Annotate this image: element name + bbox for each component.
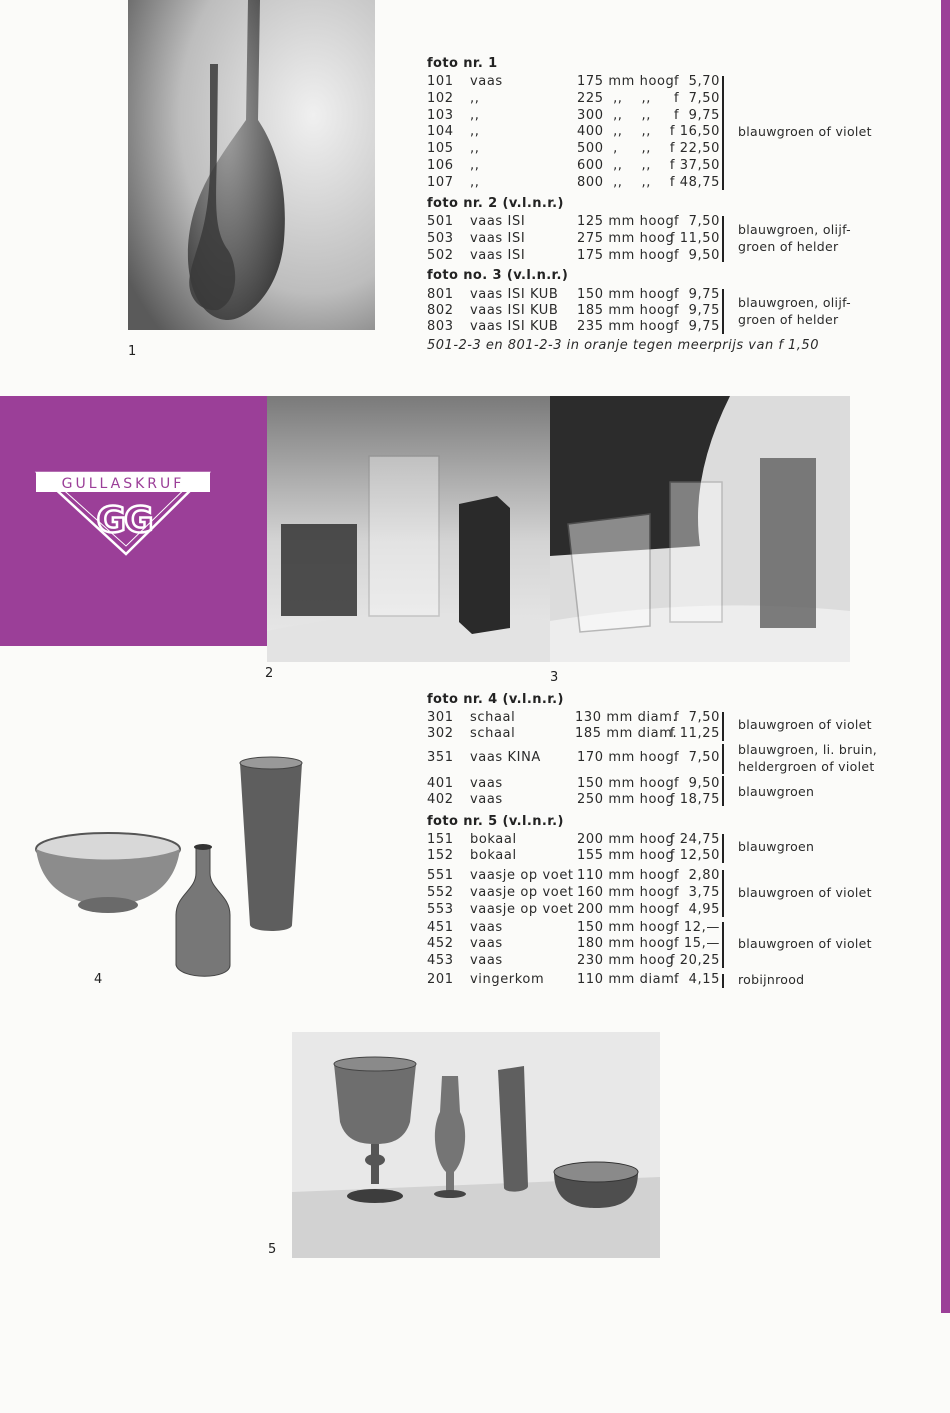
table-cell: f 9,75	[674, 319, 720, 334]
table-cell: 302	[427, 726, 454, 741]
table-cell: f 9,75	[674, 108, 720, 123]
table-cell: 400 ,, ,,	[577, 124, 651, 139]
table-cell: 175 mm hoog	[577, 74, 675, 89]
table-cell: 150 mm hoog	[577, 776, 675, 791]
table-cell: 150 mm hoog	[577, 287, 675, 302]
table-cell: 170 mm hoog	[577, 750, 675, 765]
color-note: blauwgroen, olijf-	[738, 222, 851, 237]
table-cell: vingerkom	[470, 972, 545, 987]
photo-number-3: 3	[550, 670, 559, 685]
table-cell: f 9,75	[674, 287, 720, 302]
table-cell: 130 mm diam.	[575, 710, 678, 725]
foto4-heading: foto nr. 4 (v.l.n.r.)	[427, 692, 564, 707]
table-cell: f 7,50	[674, 750, 720, 765]
table-cell: schaal	[470, 726, 516, 741]
footnote-orange: 501-2-3 en 801-2-3 in oranje tegen meerprijs van f 1,50	[427, 338, 819, 353]
table-cell: f 9,50	[674, 776, 720, 791]
table-cell: ,,	[470, 175, 480, 190]
table-cell: 200 mm hoog	[577, 902, 675, 917]
table-cell: f 9,75	[674, 303, 720, 318]
table-cell: 110 mm diam.	[577, 972, 680, 987]
table-cell: 551	[427, 868, 454, 883]
table-cell: f 4,95	[674, 902, 720, 917]
table-cell: vaas	[470, 953, 503, 968]
bracket-bar	[722, 744, 724, 774]
table-cell: 155 mm hoog	[577, 848, 675, 863]
table-cell: vaas ISI	[470, 231, 526, 246]
table-cell: vaas ISI	[470, 214, 526, 229]
color-note: heldergroen of violet	[738, 759, 875, 774]
table-cell: 225 ,, ,,	[577, 91, 651, 106]
table-cell: 106	[427, 158, 454, 173]
photo-number-1: 1	[128, 344, 137, 359]
table-cell: 105	[427, 141, 454, 156]
table-cell: bokaal	[470, 848, 517, 863]
table-cell: f 24,75	[669, 832, 720, 847]
photo-1-tall-vases	[128, 0, 375, 330]
table-cell: f 12,50	[669, 848, 720, 863]
table-cell: 185 mm hoog	[577, 303, 675, 318]
table-cell: ,,	[470, 124, 480, 139]
table-cell: 600 ,, ,,	[577, 158, 651, 173]
table-cell: 230 mm hoog	[577, 953, 675, 968]
table-cell: 800 ,, ,,	[577, 175, 651, 190]
table-cell: f 2,80	[674, 868, 720, 883]
table-cell: 351	[427, 750, 454, 765]
table-cell: 553	[427, 902, 454, 917]
foto1-heading: foto nr. 1	[427, 56, 498, 71]
color-note: blauwgroen	[738, 839, 815, 854]
color-note: blauwgroen of violet	[738, 936, 872, 951]
table-cell: vaas	[470, 74, 503, 89]
table-cell: f 7,50	[674, 91, 720, 106]
color-note: robijnrood	[738, 972, 805, 987]
table-cell: 102	[427, 91, 454, 106]
table-cell: vaas	[470, 920, 503, 935]
table-cell: 160 mm hoog	[577, 885, 675, 900]
table-cell: f 11,25	[669, 726, 720, 741]
table-cell: vaas ISI KUB	[470, 303, 559, 318]
table-cell: 185 mm diam.	[575, 726, 678, 741]
table-cell: 101	[427, 74, 454, 89]
table-cell: vaasje op voet	[470, 902, 574, 917]
bracket-bar	[722, 76, 724, 190]
table-cell: vaasje op voet	[470, 885, 574, 900]
bracket-bar	[722, 289, 724, 334]
table-cell: vaasje op voet	[470, 868, 574, 883]
table-cell: 107	[427, 175, 454, 190]
bracket-bar	[722, 216, 724, 262]
bracket-bar	[722, 922, 724, 968]
table-cell: ,,	[470, 91, 480, 106]
foto2-heading: foto nr. 2 (v.l.n.r.)	[427, 196, 564, 211]
table-cell: 453	[427, 953, 454, 968]
purple-page-edge	[941, 0, 950, 1313]
table-cell: f 9,50	[674, 248, 720, 263]
table-cell: 801	[427, 287, 454, 302]
table-cell: 250 mm hoog	[577, 792, 675, 807]
bracket-bar	[722, 870, 724, 917]
color-note: groen of helder	[738, 312, 839, 327]
foto5-heading: foto nr. 5 (v.l.n.r.)	[427, 814, 564, 829]
table-cell: 401	[427, 776, 454, 791]
table-cell: 452	[427, 936, 454, 951]
color-note: blauwgroen of violet	[738, 124, 872, 139]
table-cell: f 22,50	[669, 141, 720, 156]
table-cell: 152	[427, 848, 454, 863]
color-note: blauwgroen of violet	[738, 885, 872, 900]
foto3-heading: foto no. 3 (v.l.n.r.)	[427, 268, 569, 283]
table-cell: 104	[427, 124, 454, 139]
table-cell: f 4,15	[674, 972, 720, 987]
table-cell: vaas KINA	[470, 750, 541, 765]
table-cell: f 11,50	[669, 231, 720, 246]
table-cell: 125 mm hoog	[577, 214, 675, 229]
photo-number-4: 4	[94, 972, 103, 987]
table-cell: f 3,75	[674, 885, 720, 900]
table-cell: 552	[427, 885, 454, 900]
brand-monogram: GG	[96, 500, 152, 541]
photo-number-5: 5	[268, 1242, 277, 1257]
color-note: blauwgroen, olijf-	[738, 295, 851, 310]
table-cell: f 20,25	[669, 953, 720, 968]
table-cell: 110 mm hoog	[577, 868, 675, 883]
bracket-bar	[722, 712, 724, 741]
table-cell: 180 mm hoog	[577, 936, 675, 951]
table-cell: 301	[427, 710, 454, 725]
table-cell: f 5,70	[674, 74, 720, 89]
table-cell: 275 mm hoog	[577, 231, 675, 246]
table-cell: 200 mm hoog	[577, 832, 675, 847]
table-cell: f 7,50	[674, 214, 720, 229]
bracket-bar	[722, 776, 724, 806]
table-cell: 150 mm hoog	[577, 920, 675, 935]
table-cell: 235 mm hoog	[577, 319, 675, 334]
photo-5-goblets-and-bowl	[292, 1032, 660, 1258]
table-cell: 103	[427, 108, 454, 123]
table-cell: 175 mm hoog	[577, 248, 675, 263]
photo-number-2: 2	[265, 666, 274, 681]
table-cell: 500 , ,,	[577, 141, 651, 156]
table-cell: f 12,—	[674, 920, 720, 935]
table-cell: schaal	[470, 710, 516, 725]
table-cell: f 7,50	[674, 710, 720, 725]
table-cell: 300 ,, ,,	[577, 108, 651, 123]
table-cell: vaas ISI KUB	[470, 287, 559, 302]
table-cell: 402	[427, 792, 454, 807]
photo-3-isi-kub-vases	[550, 396, 850, 662]
table-cell: 501	[427, 214, 454, 229]
color-note: blauwgroen	[738, 784, 815, 799]
photo-2-isi-vases	[267, 396, 550, 662]
table-cell: 151	[427, 832, 454, 847]
table-cell: vaas	[470, 936, 503, 951]
table-cell: ,,	[470, 108, 480, 123]
table-cell: f 48,75	[669, 175, 720, 190]
table-cell: f 16,50	[669, 124, 720, 139]
color-note: blauwgroen of violet	[738, 717, 872, 732]
table-cell: vaas	[470, 776, 503, 791]
table-cell: vaas ISI KUB	[470, 319, 559, 334]
table-cell: ,,	[470, 141, 480, 156]
table-cell: ,,	[470, 158, 480, 173]
brand-name: GULLASKRUF	[61, 476, 185, 492]
bracket-bar	[722, 834, 724, 863]
table-cell: 803	[427, 319, 454, 334]
table-cell: 503	[427, 231, 454, 246]
table-cell: 451	[427, 920, 454, 935]
table-cell: 502	[427, 248, 454, 263]
table-cell: bokaal	[470, 832, 517, 847]
brand-band	[0, 396, 267, 646]
table-cell: 201	[427, 972, 454, 987]
table-cell: f 15,—	[674, 936, 720, 951]
table-cell: f 37,50	[669, 158, 720, 173]
table-cell: vaas ISI	[470, 248, 526, 263]
table-cell: vaas	[470, 792, 503, 807]
color-note: groen of helder	[738, 239, 839, 254]
table-cell: f 18,75	[669, 792, 720, 807]
table-cell: 802	[427, 303, 454, 318]
color-note: blauwgroen, li. bruin,	[738, 742, 878, 757]
photo-4-bowl-and-vases	[30, 755, 310, 985]
bracket-bar	[722, 974, 724, 988]
